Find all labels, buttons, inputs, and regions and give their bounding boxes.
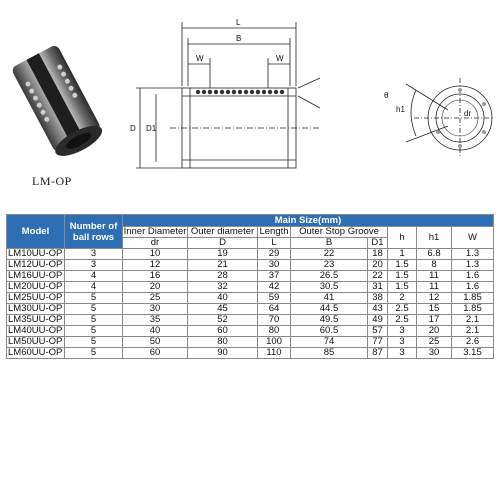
- cell-ball-rows: 5: [65, 348, 123, 359]
- cell-dr: 60: [123, 348, 188, 359]
- cell-model: LM25UU-OP: [7, 293, 65, 304]
- cell-h1: 20: [417, 326, 452, 337]
- cell-dr: 20: [123, 282, 188, 293]
- cell-D1: 57: [368, 326, 388, 337]
- table-row: [7, 337, 494, 348]
- header-h1: h1: [417, 227, 452, 249]
- header-inner-diameter: Inner Diameter: [123, 226, 187, 237]
- cell-B: 41: [291, 293, 368, 304]
- cell-B: 49.5: [291, 315, 368, 326]
- cell-dr: 40: [123, 326, 188, 337]
- cell-h: 3: [388, 337, 417, 348]
- cell-h: 1.5: [388, 271, 417, 282]
- cell-dr: 10: [123, 249, 188, 260]
- cell-dr: 35: [123, 315, 188, 326]
- cell-h: 1.5: [388, 282, 417, 293]
- cell-D: 32: [188, 282, 258, 293]
- bearing-photo: [4, 42, 112, 160]
- cell-h: 1: [388, 249, 417, 260]
- cell-h1: 15: [417, 304, 452, 315]
- subheader-D: D: [188, 238, 258, 249]
- cell-L: 29: [258, 249, 291, 260]
- table-row: [7, 326, 494, 337]
- cell-L: 59: [258, 293, 291, 304]
- cell-W: 2.1: [452, 315, 494, 326]
- cell-D: 60: [188, 326, 258, 337]
- cell-h: 2.5: [388, 304, 417, 315]
- cell-h: 2.5: [388, 315, 417, 326]
- cell-h1: 11: [417, 282, 452, 293]
- cell-L: 80: [258, 326, 291, 337]
- cell-h: 3: [388, 326, 417, 337]
- subheader-B: B: [291, 238, 368, 249]
- cell-W: 2.6: [452, 337, 494, 348]
- table-row: [7, 282, 494, 293]
- cell-model: LM35UU-OP: [7, 315, 65, 326]
- cell-model: LM60UU-OP: [7, 348, 65, 359]
- cell-ball-rows: 5: [65, 337, 123, 348]
- cell-W: 3.15: [452, 348, 494, 359]
- cell-D1: 20: [368, 260, 388, 271]
- subheader-L: L: [258, 238, 291, 249]
- cell-W: 1.6: [452, 271, 494, 282]
- header-w: W: [452, 227, 494, 249]
- cell-h1: 8: [417, 260, 452, 271]
- subheader-dr: dr: [123, 238, 188, 249]
- dim-W-right-label: W: [276, 54, 284, 63]
- cell-D: 45: [188, 304, 258, 315]
- table-row: [7, 260, 494, 271]
- cell-ball-rows: 5: [65, 326, 123, 337]
- cell-D1: 18: [368, 249, 388, 260]
- cell-D1: 43: [368, 304, 388, 315]
- cell-B: 26.5: [291, 271, 368, 282]
- cell-L: 37: [258, 271, 291, 282]
- cell-D1: 87: [368, 348, 388, 359]
- subheader-D1: D1: [368, 238, 388, 249]
- cell-h1: 25: [417, 337, 452, 348]
- header-ball-rows: Number of ball rows: [65, 215, 123, 249]
- cell-D: 40: [188, 293, 258, 304]
- cell-dr: 12: [123, 260, 188, 271]
- cell-D1: 31: [368, 282, 388, 293]
- cell-W: 1.3: [452, 249, 494, 260]
- cell-dr: 16: [123, 271, 188, 282]
- cell-h1: 17: [417, 315, 452, 326]
- cell-L: 110: [258, 348, 291, 359]
- bearing-section-drawing: [120, 8, 330, 178]
- cell-h1: 6.8: [417, 249, 452, 260]
- cell-model: LM50UU-OP: [7, 337, 65, 348]
- product-label: LM-OP: [32, 174, 72, 188]
- cell-D1: 49: [368, 315, 388, 326]
- table-row: [7, 348, 494, 359]
- cell-B: 30.5: [291, 282, 368, 293]
- cell-ball-rows: 3: [65, 260, 123, 271]
- cell-W: 1.85: [452, 293, 494, 304]
- cell-D: 28: [188, 271, 258, 282]
- bearing-end-view-drawing: [376, 64, 496, 174]
- cell-h1: 30: [417, 348, 452, 359]
- header-h: h: [388, 227, 417, 249]
- cell-ball-rows: 4: [65, 271, 123, 282]
- cell-L: 30: [258, 260, 291, 271]
- dim-L-label: L: [236, 18, 241, 27]
- cell-B: 74: [291, 337, 368, 348]
- cell-L: 70: [258, 315, 291, 326]
- header-main-size: Main Size(mm): [123, 215, 494, 227]
- cell-ball-rows: 5: [65, 293, 123, 304]
- cell-D: 80: [188, 337, 258, 348]
- dim-W-left-label: W: [196, 54, 204, 63]
- cell-model: LM16UU-OP: [7, 271, 65, 282]
- cell-B: 23: [291, 260, 368, 271]
- cell-W: 1.6: [452, 282, 494, 293]
- cell-D1: 22: [368, 271, 388, 282]
- cell-dr: 50: [123, 337, 188, 348]
- cell-B: 44.5: [291, 304, 368, 315]
- dim-dr-label: dr: [464, 109, 472, 118]
- table-row: [7, 304, 494, 315]
- cell-B: 22: [291, 249, 368, 260]
- cell-B: 60.5: [291, 326, 368, 337]
- cell-W: 1.85: [452, 304, 494, 315]
- dim-B-label: B: [236, 34, 242, 43]
- cell-W: 1.3: [452, 260, 494, 271]
- cell-model: LM40UU-OP: [7, 326, 65, 337]
- table-row: [7, 249, 494, 260]
- dim-D1-label: D1: [146, 124, 157, 133]
- dim-h1-label: h1: [396, 105, 405, 114]
- angle-theta-label: θ: [384, 91, 389, 100]
- spec-table: [6, 214, 494, 359]
- cell-model: LM10UU-OP: [7, 249, 65, 260]
- cell-h: 2: [388, 293, 417, 304]
- cell-D: 90: [188, 348, 258, 359]
- cell-h1: 12: [417, 293, 452, 304]
- table-row: [7, 271, 494, 282]
- header-outer-diameter: Outer diameter: [188, 227, 258, 238]
- cell-dr: 25: [123, 293, 188, 304]
- cell-ball-rows: 4: [65, 282, 123, 293]
- table-row: [7, 315, 494, 326]
- header-outer-stop-groove: Outer Stop Groove: [291, 227, 388, 238]
- cell-model: LM20UU-OP: [7, 282, 65, 293]
- cell-L: 100: [258, 337, 291, 348]
- cell-ball-rows: 5: [65, 315, 123, 326]
- cell-ball-rows: 5: [65, 304, 123, 315]
- cell-model: LM30UU-OP: [7, 304, 65, 315]
- cell-D: 52: [188, 315, 258, 326]
- cell-D: 19: [188, 249, 258, 260]
- cell-h1: 11: [417, 271, 452, 282]
- cell-L: 64: [258, 304, 291, 315]
- cell-h: 3: [388, 348, 417, 359]
- dim-D-label: D: [130, 124, 136, 133]
- cell-B: 85: [291, 348, 368, 359]
- cell-D1: 77: [368, 337, 388, 348]
- cell-h: 1.5: [388, 260, 417, 271]
- cell-L: 42: [258, 282, 291, 293]
- cell-dr: 30: [123, 304, 188, 315]
- cell-D1: 38: [368, 293, 388, 304]
- cell-W: 2.1: [452, 326, 494, 337]
- table-row: [7, 293, 494, 304]
- cell-ball-rows: 3: [65, 249, 123, 260]
- header-length: Length: [259, 226, 289, 237]
- header-model: Model: [7, 215, 65, 249]
- cell-model: LM12UU-OP: [7, 260, 65, 271]
- cell-D: 21: [188, 260, 258, 271]
